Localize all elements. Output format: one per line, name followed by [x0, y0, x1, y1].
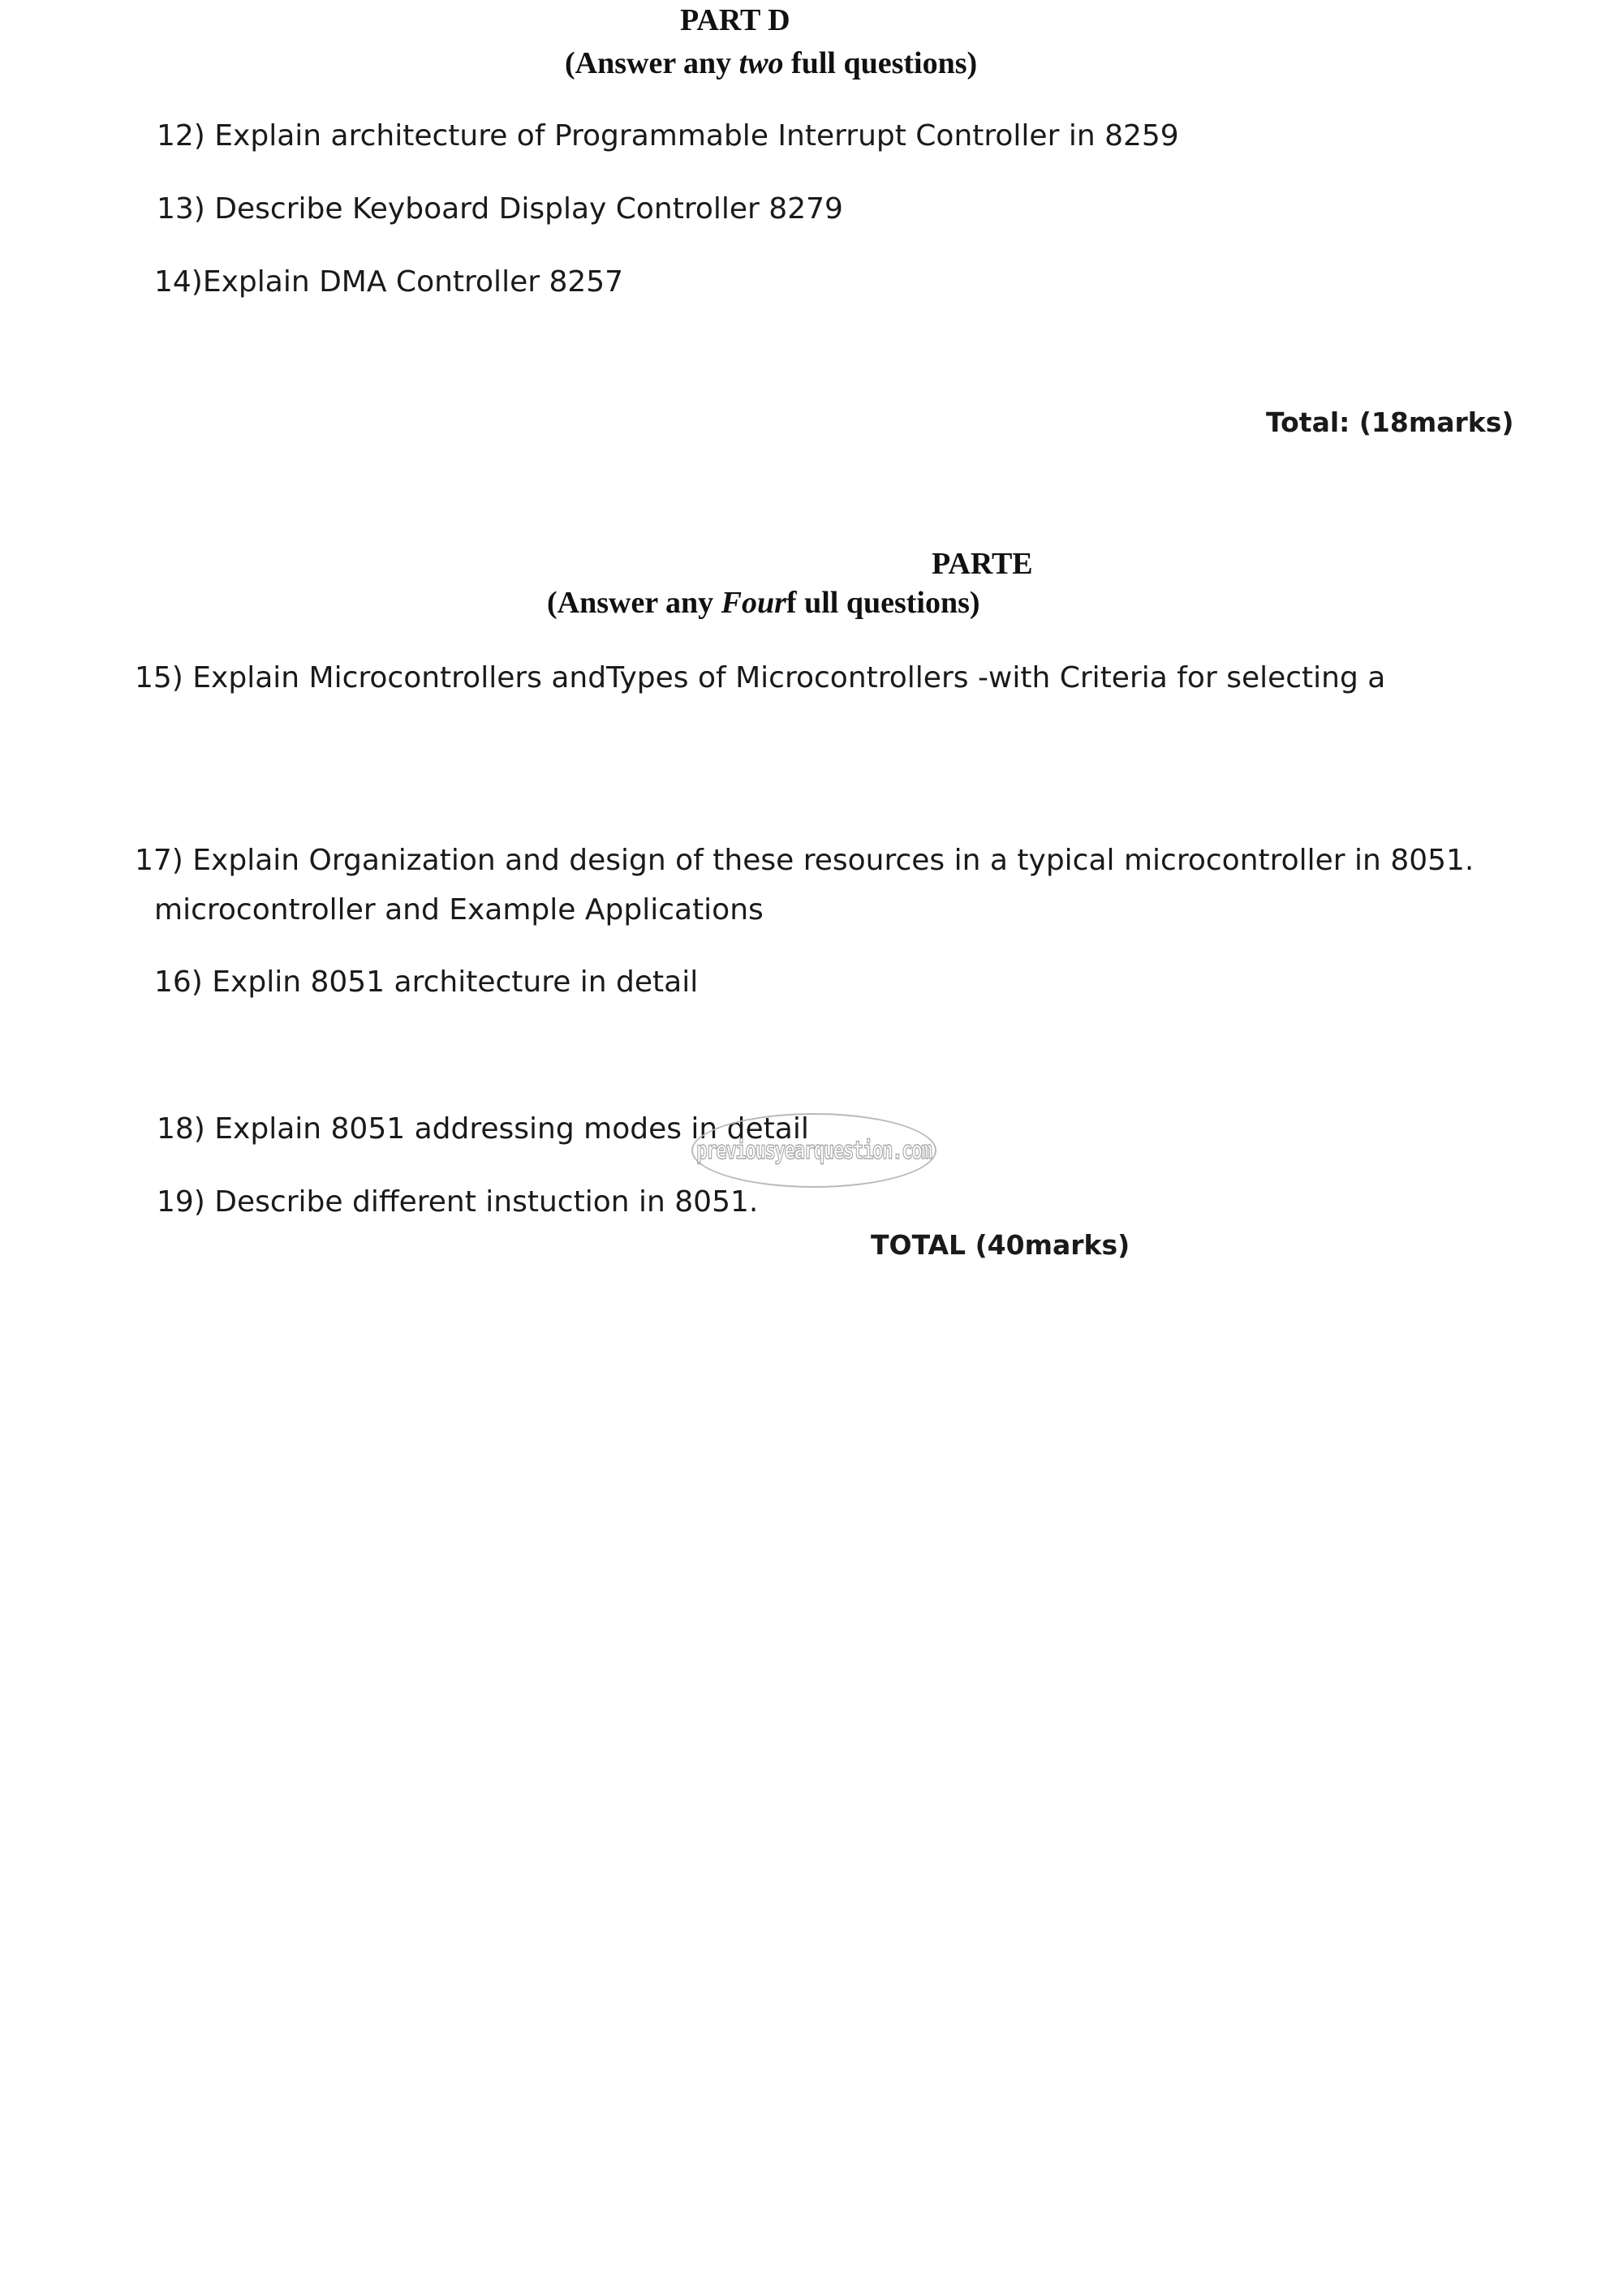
question-17: 17) Explain Organization and design of these resources in a typical microcontroller in 8051. [135, 844, 1474, 877]
part-d-title: PART D [680, 3, 790, 37]
question-13: 13) Describe Keyboard Display Controller 8279 [157, 192, 843, 226]
part-e-instruction-pre: (Answer any [547, 586, 721, 620]
watermark-stamp [691, 1113, 936, 1188]
question-17-continuation: microcontroller and Example Applications [154, 893, 764, 927]
question-18: 18) Explain 8051 addressing modes in detail [157, 1112, 809, 1146]
question-16: 16) Explin 8051 architecture in detail [154, 965, 699, 999]
part-e-instruction-post: f ull questions) [786, 586, 980, 620]
part-d-instruction-pre: (Answer any [565, 46, 739, 80]
watermark-text: previousyearquestion.com [696, 1136, 932, 1165]
part-d-instruction-emphasis: two [738, 46, 784, 80]
part-e-instruction-emphasis: Four [721, 586, 786, 620]
question-19: 19) Describe different instuction in 8051. [157, 1185, 759, 1219]
part-e-total: TOTAL (40marks) [871, 1229, 1130, 1261]
part-e-title: PARTE [932, 547, 1033, 581]
part-e-instruction [547, 587, 980, 618]
question-12: 12) Explain architecture of Programmable Interrupt Controller in 8259 [157, 119, 1179, 153]
part-d-total: Total: (18marks) [1266, 406, 1514, 438]
question-15: 15) Explain Microcontrollers andTypes of Microcontrollers -with Criteria for selecting a [135, 661, 1386, 694]
question-14: 14)Explain DMA Controller 8257 [154, 265, 624, 299]
part-d-instruction [565, 48, 977, 79]
part-d-instruction-post: full questions) [783, 46, 978, 80]
